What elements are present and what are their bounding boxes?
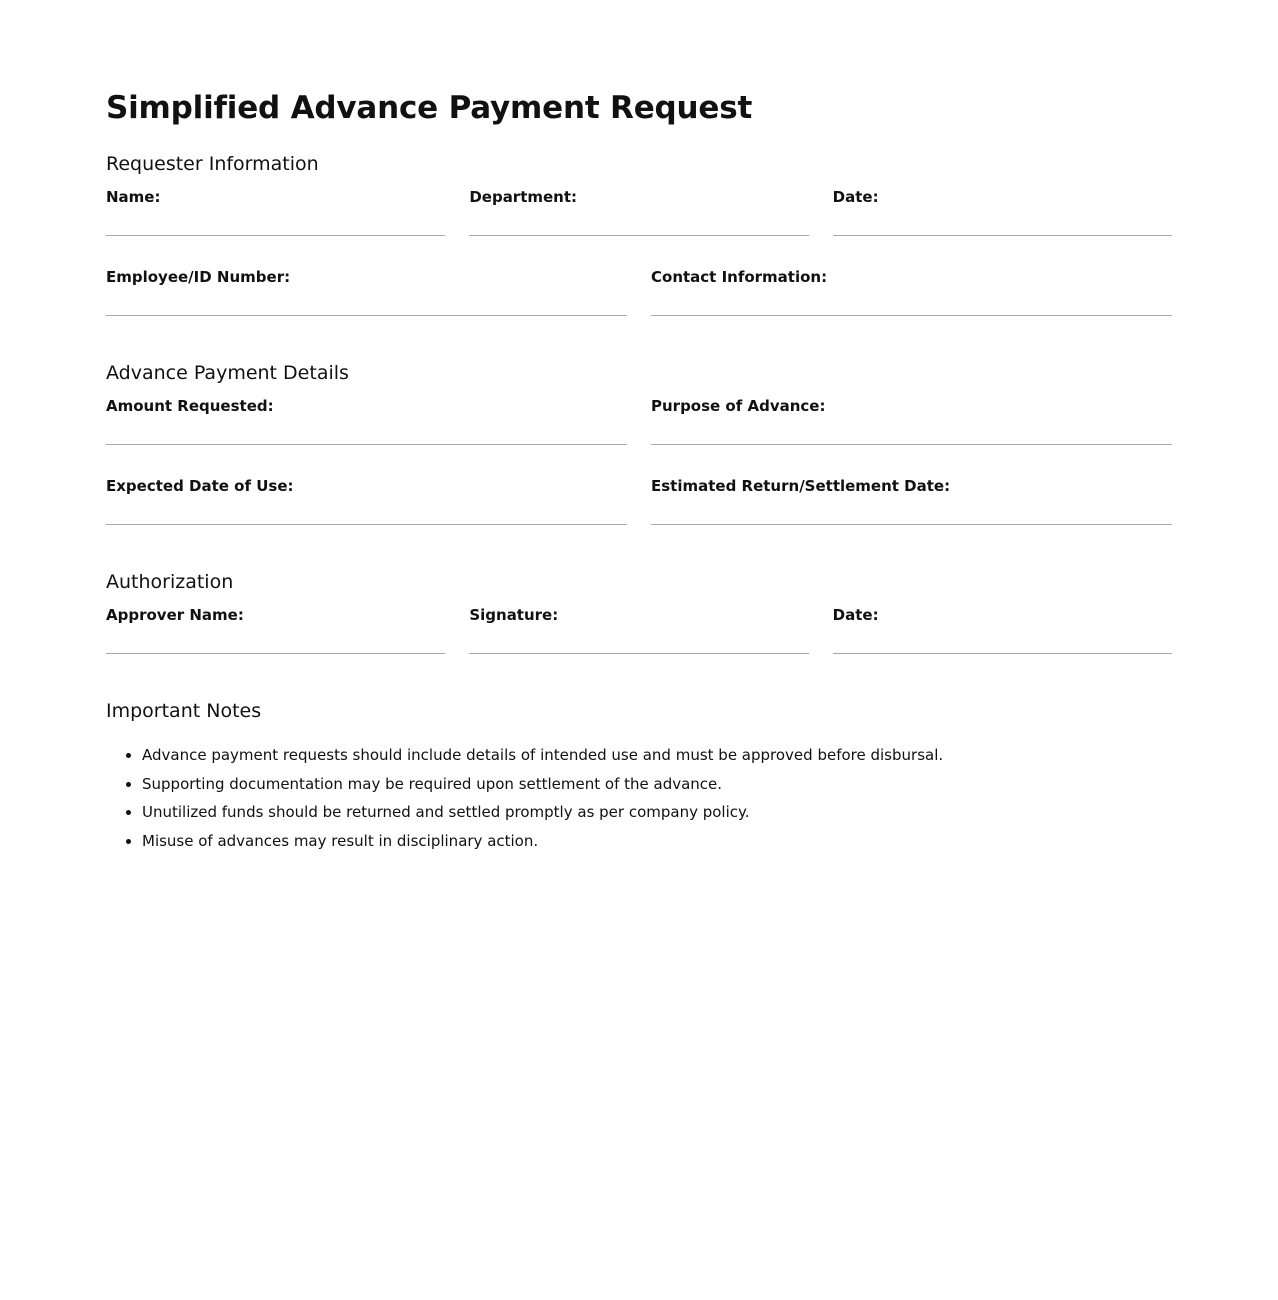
advance-row-2 [106, 476, 1172, 525]
name-input-line[interactable] [106, 207, 445, 236]
expected-date-input-line[interactable] [106, 496, 627, 525]
purpose-of-advance-input-line[interactable] [651, 416, 1172, 445]
employee-id-input-line[interactable] [106, 287, 627, 316]
name-label: Name: [106, 188, 161, 206]
request-date-input-line[interactable] [833, 207, 1172, 236]
page-title: Simplified Advance Payment Request [106, 90, 753, 126]
important-notes-heading: Important Notes [106, 700, 262, 722]
contact-information-label: Contact Information: [651, 268, 828, 286]
note-item: • Misuse of advances may result in disciplinary action. [142, 831, 1172, 851]
note-item: • Unutilized funds should be returned and settled promptly as per company policy. [142, 802, 1172, 822]
contact-information-field [651, 267, 1172, 316]
department-label: Department: [469, 188, 578, 206]
approval-date-input-line[interactable] [833, 625, 1172, 654]
department-field [469, 187, 808, 236]
important-notes-section [106, 699, 1172, 851]
request-date-field [833, 187, 1172, 236]
settlement-date-label: Estimated Return/Settlement Date: [651, 477, 951, 495]
department-input-line[interactable] [469, 207, 808, 236]
amount-requested-input-line[interactable] [106, 416, 627, 445]
employee-id-label: Employee/ID Number: [106, 268, 291, 286]
note-item: • Advance payment requests should include details of intended use and must be approved before disbursal. [142, 745, 1172, 765]
signature-label: Signature: [469, 606, 559, 624]
approver-name-field [106, 605, 445, 654]
expected-date-label: Expected Date of Use: [106, 477, 294, 495]
requester-row-2 [106, 267, 1172, 316]
important-notes-list [106, 745, 1172, 851]
authorization-row [106, 605, 1172, 654]
approver-name-input-line[interactable] [106, 625, 445, 654]
contact-information-input-line[interactable] [651, 287, 1172, 316]
approver-name-label: Approver Name: [106, 606, 244, 624]
amount-requested-field [106, 396, 627, 445]
signature-input-line[interactable] [469, 625, 808, 654]
amount-requested-label: Amount Requested: [106, 397, 274, 415]
requester-information-section [106, 152, 1172, 316]
advance-payment-details-section [106, 361, 1172, 525]
requester-row-1 [106, 187, 1172, 236]
authorization-heading: Authorization [106, 571, 234, 593]
request-date-label: Date: [832, 188, 879, 206]
advance-payment-form [106, 0, 1172, 851]
purpose-of-advance-field [651, 396, 1172, 445]
advance-payment-details-heading: Advance Payment Details [106, 362, 349, 384]
settlement-date-field [651, 476, 1172, 525]
requester-information-heading: Requester Information [106, 153, 319, 175]
settlement-date-input-line[interactable] [651, 496, 1172, 525]
employee-id-field [106, 267, 627, 316]
signature-field [469, 605, 808, 654]
purpose-of-advance-label: Purpose of Advance: [651, 397, 826, 415]
note-item: • Supporting documentation may be required upon settlement of the advance. [142, 774, 1172, 794]
approval-date-field [833, 605, 1172, 654]
expected-date-field [106, 476, 627, 525]
approval-date-label: Date: [832, 606, 879, 624]
authorization-section [106, 570, 1172, 654]
advance-row-1 [106, 396, 1172, 445]
name-field [106, 187, 445, 236]
